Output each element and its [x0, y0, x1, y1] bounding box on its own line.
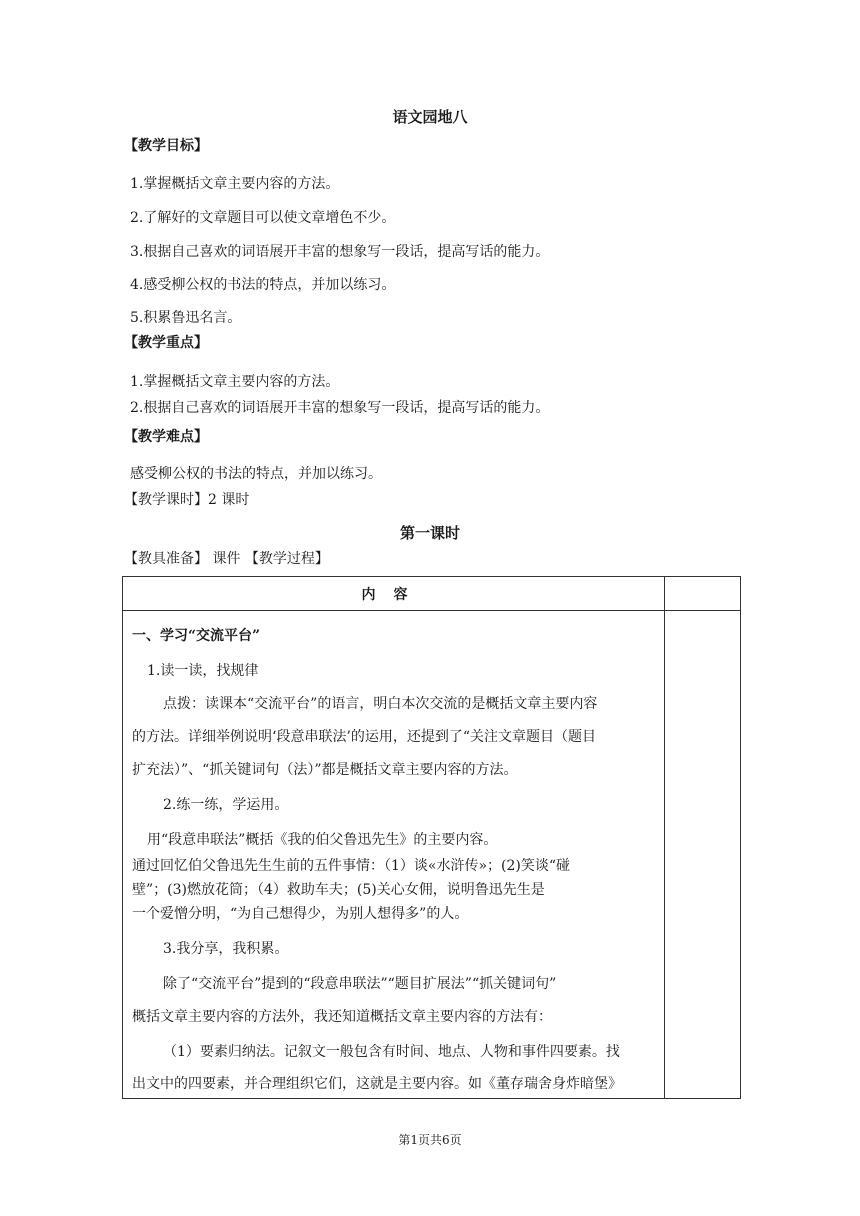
paragraph-line: （1）要素归纳法。记叙文一般包含有时间、地点、人物和事件四要素。找	[163, 1044, 620, 1060]
difficulty-text: 感受柳公权的书法的特点，并加以练习。	[130, 466, 382, 482]
key-point: 2.根据自己喜欢的词语展开丰富的想象写一段话，提高写话的能力。	[130, 400, 550, 416]
step-heading: 1.读一读，找规律	[147, 663, 259, 679]
goal-item: 4.感受柳公权的书法的特点，并加以练习。	[130, 277, 396, 293]
step-heading: 2.练一练，学运用。	[163, 797, 289, 813]
page-title: 语文园地八	[392, 108, 468, 126]
page-footer: 第1页共6页	[398, 1133, 462, 1147]
lesson-title: 第一课时	[399, 524, 460, 542]
step-heading: 3.我分享，我积累。	[163, 941, 289, 957]
goal-item: 5.积累鲁迅名言。	[130, 310, 242, 326]
paragraph-line: 点拨：读课本“交流平台”的语言，明白本次交流的是概括文章主要内容	[163, 696, 598, 712]
goals-heading: 【教学目标】	[124, 138, 208, 154]
paragraph-line: 出文中的四要素，并合理组织它们，这就是主要内容。如《董存瑞舍身炸暗堡》	[132, 1076, 622, 1092]
paragraph-line: 一个爱憎分明，“为自己想得少，为别人想得多”的人。	[132, 906, 469, 922]
key-point: 1.掌握概括文章主要内容的方法。	[130, 374, 340, 390]
paragraph-line: 扩充法）”、“抓关键词句（法）”都是概括文章主要内容的方法。	[132, 762, 518, 778]
difficulty-heading: 【教学难点】	[124, 429, 208, 445]
goal-item: 2.了解好的文章题目可以使文章增色不少。	[130, 210, 396, 226]
paragraph-line: 的方法。详细举例说明‘段意串联法’的运用，还提到了“关注文章题目（题目	[132, 729, 597, 745]
key-heading: 【教学重点】	[124, 335, 208, 351]
goal-item: 3.根据自己喜欢的词语展开丰富的想象写一段话，提高写话的能力。	[130, 244, 550, 260]
table-content-cell	[123, 611, 665, 1099]
paragraph-line: 通过回忆伯父鲁迅先生生前的五件事情：（1）谈«水浒传»；(2)笑谈“碰	[132, 858, 571, 874]
table-header: 内容	[123, 577, 665, 611]
content-table	[122, 576, 741, 1099]
hours-line: 【教学课时】2 课时	[124, 492, 250, 508]
section-heading: 一、学习“交流平台”	[132, 628, 261, 644]
prep-line: 【教具准备】 课件 【教学过程】	[124, 551, 329, 567]
table-side-cell	[665, 611, 741, 1099]
goal-item: 1.掌握概括文章主要内容的方法。	[130, 176, 340, 192]
paragraph-line: 除了“交流平台”提到的“段意串联法”“题目扩展法”“抓关键词句”	[163, 976, 557, 992]
paragraph-line: 壁”；(3)燃放花筒；（4）救助车夫；(5)关心女佣，说明鲁迅先生是	[132, 882, 545, 898]
paragraph-line: 用“段意串联法”概括《我的伯父鲁迅先生》的主要内容。	[147, 832, 498, 848]
paragraph-line: 概括文章主要内容的方法外，我还知道概括文章主要内容的方法有：	[132, 1009, 552, 1025]
table-side-cell	[665, 577, 741, 611]
